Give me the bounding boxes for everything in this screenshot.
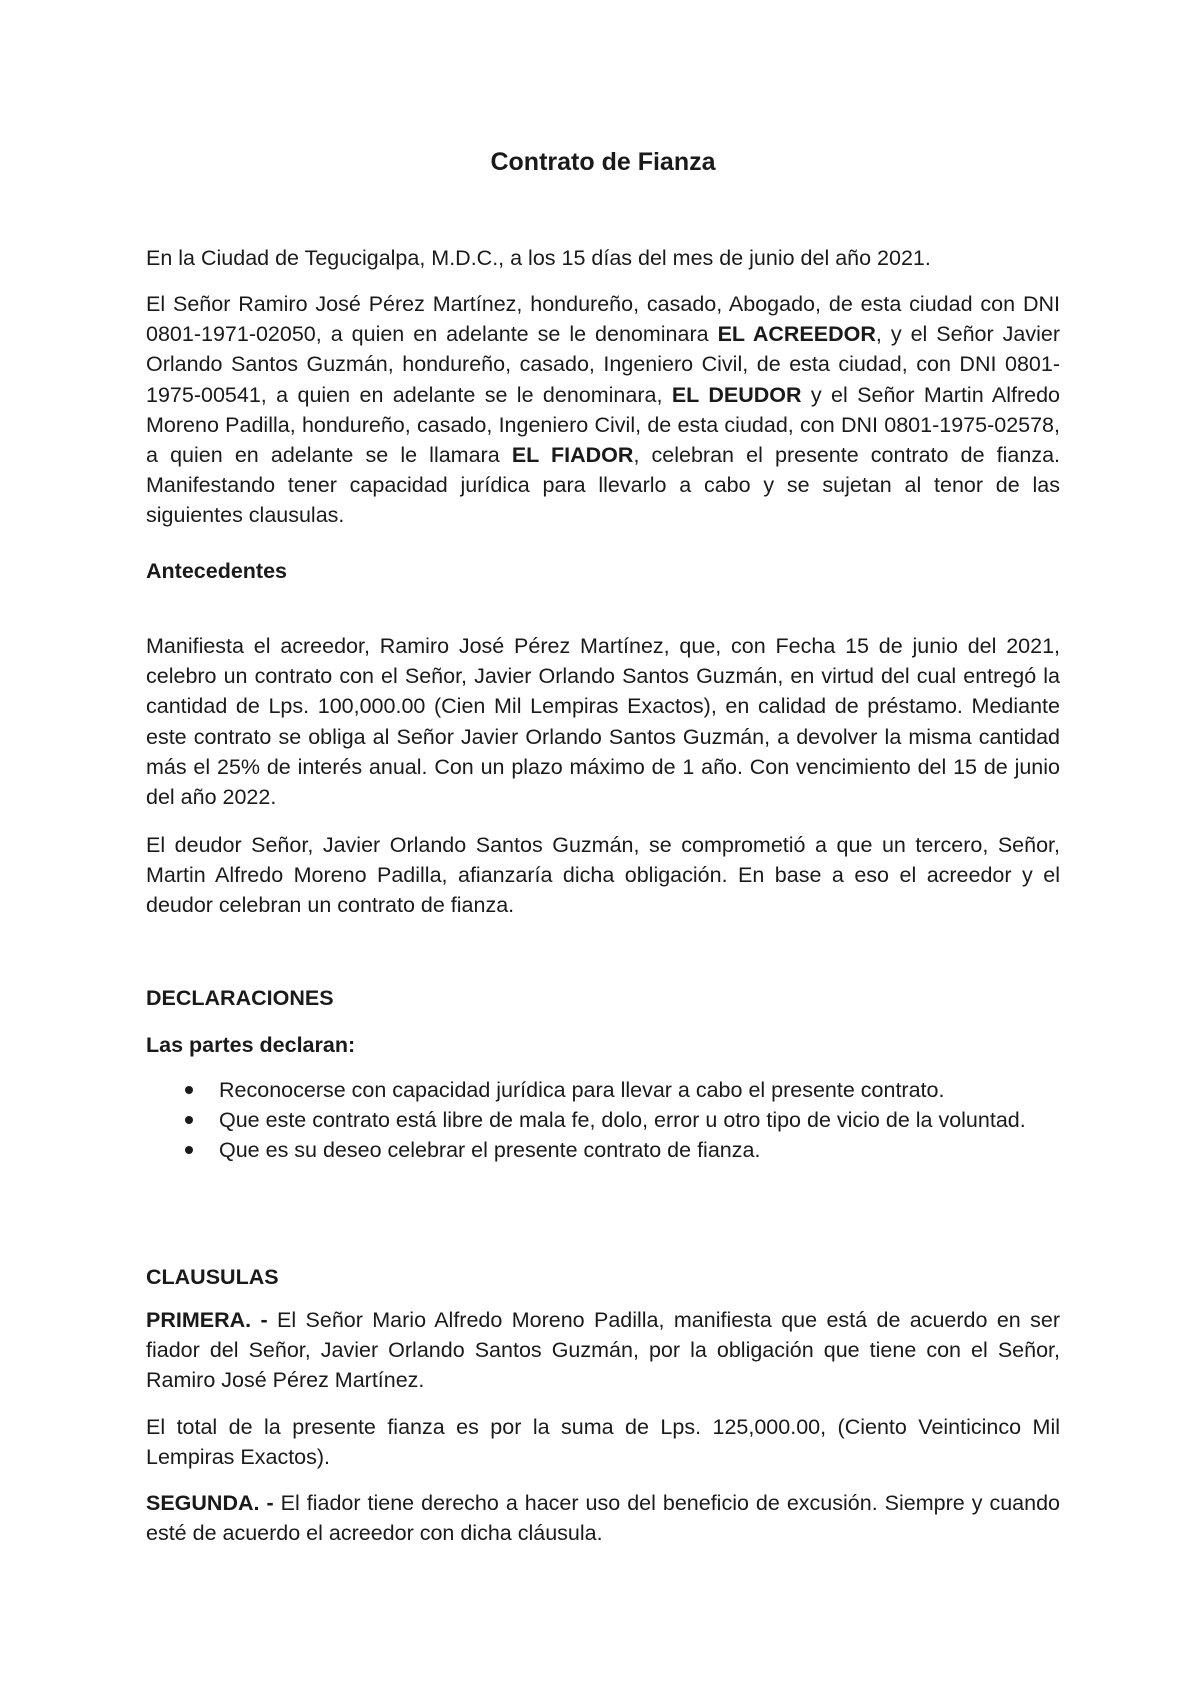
antecedentes-paragraph-1: Manifiesta el acreedor, Ramiro José Pérez Martínez, que, con Fecha 15 de junio del 2021, celebro un contrato con el Señor, Javier Orlando Santos Guzmán, en virtud del cual entregó la cantidad de Lps. 100,000.00 (Cien Mil Lempiras Exactos), en calidad de préstamo. Mediante este contrato se obliga al Señor Javier Orlando Santos Guzmán, a devolver la misma cantidad más el 25% de interés anual. Con un plazo máximo de 1 año. Con vencimiento del 15 de junio del año 2022.	[146, 634, 1060, 810]
fianza-total-paragraph: El total de la presente fianza es por la suma de Lps. 125,000.00, (Ciento Veinticinco Mil Lempiras Exactos).	[146, 1415, 1060, 1470]
list-item-text: Que este contrato está libre de mala fe, dolo, error u otro tipo de vicio de la voluntad.	[219, 1108, 1026, 1133]
parties-text-segment: , celebran el presente contrato de fianza. Manifestando tener capacidad jurídica para llevarlo a cabo y se sujetan al tenor de las siguientes clausulas.	[146, 443, 1060, 528]
parties-text-segment: , y el Señor Javier Orlando Santos Guzmán, hondureño, casado, Ingeniero Civil, de esta ciudad, con DNI 0801-1975-00541, a quien en adelante se le denominara,	[146, 322, 1060, 407]
parties-paragraph	[146, 289, 1060, 531]
list-item-text: Reconocerse con capacidad jurídica para llevar a cabo el presente contrato.	[219, 1078, 945, 1102]
clausula-segunda-label: SEGUNDA. -	[146, 1491, 274, 1515]
list-item-text: Que es su deseo celebrar el presente contrato de fianza.	[219, 1138, 761, 1163]
clausula-segunda-text: El fiador tiene derecho a hacer uso del beneficio de excusión. Siempre y cuando esté de acuerdo el acreedor con dicha cláusula.	[146, 1491, 1060, 1546]
intro-paragraph: En la Ciudad de Tegucigalpa, M.D.C., a los 15 días del mes de junio del año 2021.	[146, 246, 931, 270]
parties-text-segment: y el Señor Martin Alfredo Moreno Padilla, hondureño, casado, Ingeniero Civil, de esta ciudad, con DNI 0801-1975-02578, a quien en adelante se le llamara	[146, 382, 1060, 468]
party-designation: EL DEUDOR	[671, 382, 802, 407]
clausula-primera-label: PRIMERA. -	[146, 1308, 268, 1332]
list-item	[146, 1105, 1060, 1135]
list-item	[146, 1075, 1060, 1105]
declaraciones-list	[146, 1075, 1060, 1166]
bullet-icon	[185, 1086, 193, 1094]
clausulas-heading: CLAUSULAS	[146, 1265, 279, 1289]
list-item	[146, 1135, 1060, 1165]
declaraciones-heading: DECLARACIONES	[146, 986, 334, 1010]
party-designation: EL FIADOR	[511, 443, 634, 468]
antecedentes-paragraph-2: El deudor Señor, Javier Orlando Santos Guzmán, se comprometió a que un tercero, Señor, Martin Alfredo Moreno Padilla, afianzaría dicha obligación. En base a eso el acreedor y el deudor celebran un contrato de fianza.	[146, 833, 1060, 918]
clausula-primera-text: El Señor Mario Alfredo Moreno Padilla, manifiesta que está de acuerdo en ser fiador del Señor, Javier Orlando Santos Guzmán, por la obligación que tiene con el Señor, Ramiro José Pérez Martínez.	[146, 1308, 1060, 1393]
declaraciones-subheading: Las partes declaran:	[146, 1033, 356, 1057]
bullet-icon	[185, 1116, 193, 1124]
parties-text-segment: El Señor Ramiro José Pérez Martínez, hondureño, casado, Abogado, de esta ciudad con DNI 0801-1971-02050, a quien en adelante se le denominara	[146, 292, 1060, 347]
clausula-segunda	[146, 1488, 1060, 1548]
document-title: Contrato de Fianza	[490, 148, 716, 176]
clausula-primera	[146, 1305, 1060, 1396]
bullet-icon	[185, 1146, 193, 1154]
antecedentes-heading: Antecedentes	[146, 559, 287, 583]
party-designation: EL ACREEDOR	[717, 322, 876, 347]
